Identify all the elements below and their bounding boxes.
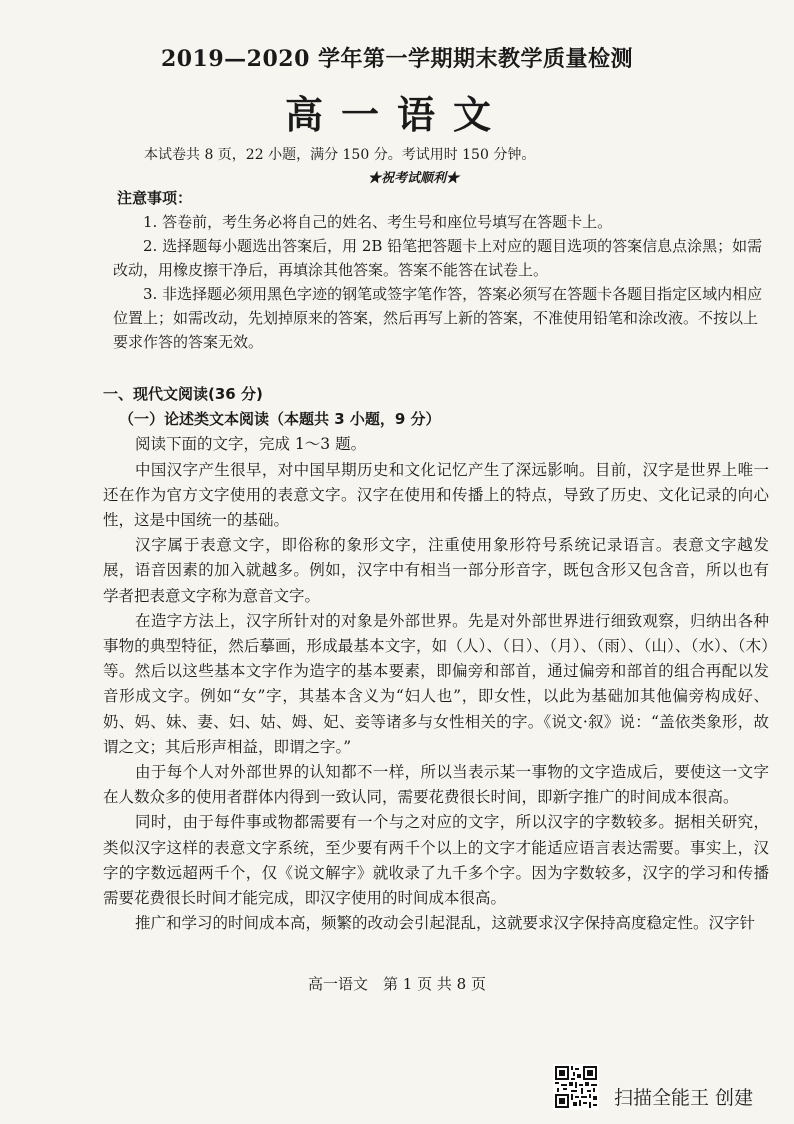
good-luck-banner: ★祝考试顺利★ — [368, 171, 460, 186]
notice-block — [113, 186, 768, 354]
exam-meta: 本试卷共 8 页，22 小题，满分 150 分。考试用时 150 分钟。 — [144, 147, 536, 163]
passage-paragraph: 汉字属于表意文字，即俗称的象形文字，注重使用象形符号系统记录语言。表意文字越发展，语音因素的加入就越多。例如，汉字中有相当一部分形音字，既包含形又包含音，所以也有学者把表意文字称为意音文字。 — [103, 536, 769, 605]
notice-item: 2. 选择题每小题选出答案后，用 2B 铅笔把答题卡上对应的题目选项的答案信息点涂黑；如需改动，用橡皮擦干净后，再填涂其他答案。答案不能答在试卷上。 — [113, 237, 763, 279]
subject-title: 高一语文 — [284, 92, 509, 137]
reading-instruction: 阅读下面的文字，完成 1～3 题。 — [135, 435, 367, 454]
notice-heading: 注意事项： — [117, 189, 193, 207]
qr-code-icon — [553, 1064, 599, 1110]
sub-heading: （一）论述类文本阅读（本题共 3 小题，9 分） — [119, 410, 441, 429]
reading-section — [103, 382, 769, 936]
passage-paragraph: 同时，由于每件事或物都需要有一个与之对应的文字，所以汉字的字数较多。据相关研究，类似汉字这样的表意文字系统，至少要有两千个以上的文字才能适应语言表达需要。事实上，汉字的字数远超两千个，仅《说文解字》就收录了九千多个字。因为字数较多，汉字的学习和传播需要花费很长时间才能完成，即汉字使用的时间成本很高。 — [103, 813, 769, 908]
scanner-watermark: 扫描全能王 创建 — [614, 1087, 754, 1109]
section-heading: 一、现代文阅读(36 分) — [103, 385, 263, 403]
exam-title: 2019—2020 学年第一学期期末教学质量检测 — [160, 46, 634, 72]
passage-paragraph: 推广和学习的时间成本高，频繁的改动会引起混乱，这就要求汉字保持高度稳定性。汉字针 — [135, 914, 756, 933]
page-footer: 高一语文 第 1 页 共 8 页 — [308, 975, 486, 993]
notice-item: 1. 答卷前，考生务必将自己的姓名、考生号和座位号填写在答题卡上。 — [143, 213, 613, 231]
passage-paragraph: 由于每个人对外部世界的认知都不一样，所以当表示某一事物的文字造成后，要使这一文字在人数众多的使用者群体内得到一致认同，需要花费很长时间，即新字推广的时间成本很高。 — [103, 763, 769, 807]
passage-paragraph: 中国汉字产生很早，对中国早期历史和文化记忆产生了深远影响。目前，汉字是世界上唯一还在作为官方文字使用的表意文字。汉字在使用和传播上的特点，导致了历史、文化记录的向心性，这是中国统一的基础。 — [103, 460, 769, 530]
notice-item: 3. 非选择题必须用黑色字迹的钢笔或签字笔作答，答案必须写在答题卡各题目指定区域内相应位置上；如需改动，先划掉原来的答案，然后再写上新的答案，不准使用铅笔和涂改液。不按以上要求作答的答案无效。 — [113, 285, 763, 351]
passage-paragraph: 在造字方法上，汉字所针对的对象是外部世界。先是对外部世界进行细致观察，归纳出各种事物的典型特征，然后摹画，形成最基本文字，如（人）、（日）、（月）、（雨）、（山）、（水）、（木）等。然后以这些基本文字作为造字的基本要素，即偏旁和部首，通过偏旁和部首的组合再配以发音形成文字。例如“女”字，其基本含义为“妇人也”，即女性，以此为基础加其他偏旁构成好、奶、妈、妹、妻、妇、姑、姆、妃、妾等诸多与女性相关的字。《说文·叙》说：“盖依类象形，故谓之文；其后形声相益，即谓之字。” — [103, 611, 769, 756]
